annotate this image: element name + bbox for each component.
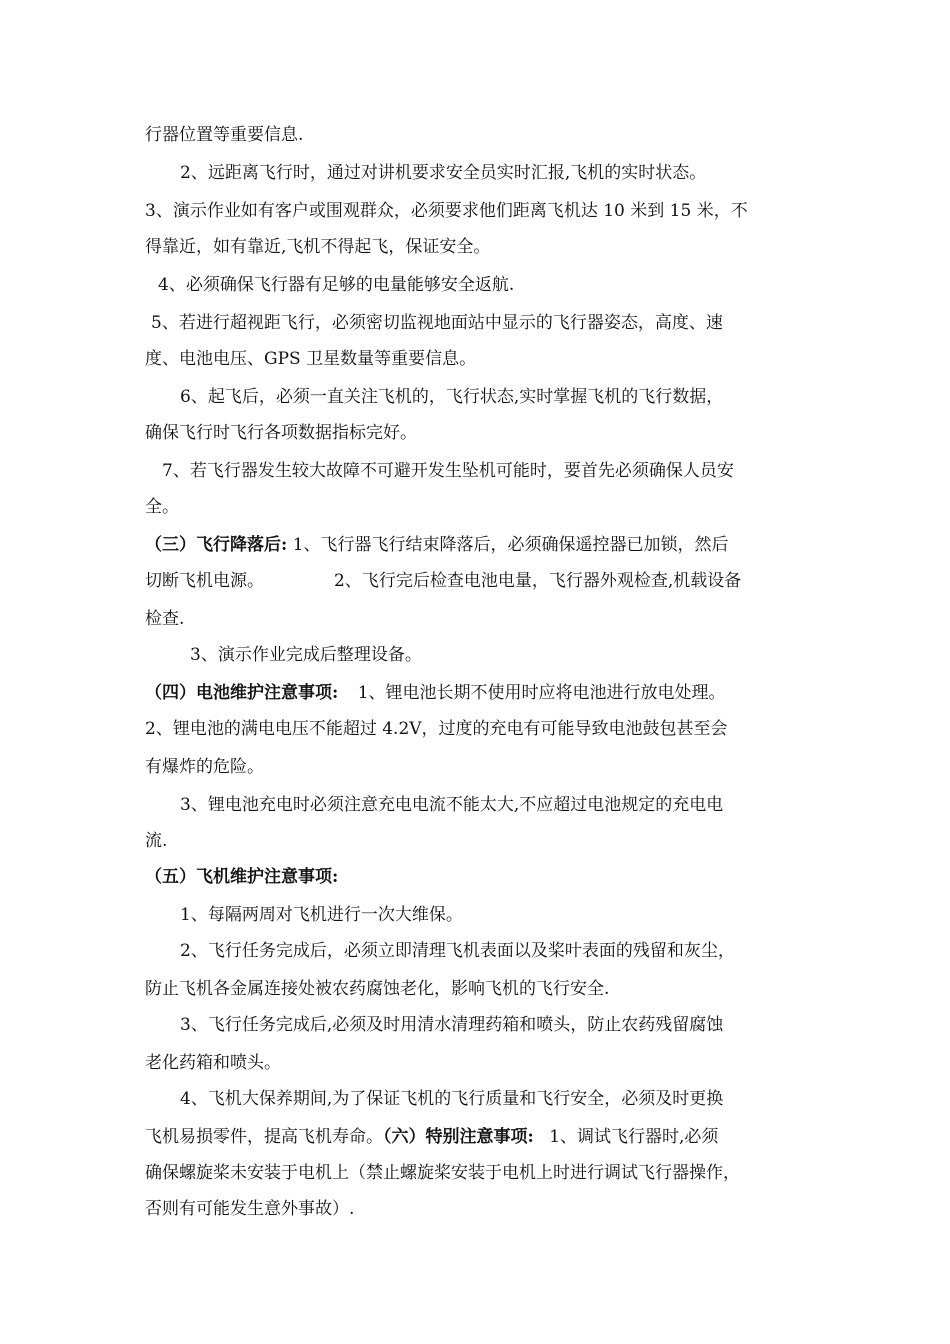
paragraph-line	[145, 1126, 718, 1148]
paragraph-line: 4、飞机大保养期间,为了保证飞机的飞行质量和飞行安全，必须及时更换	[180, 1089, 724, 1109]
paragraph-line: 2、远距离飞行时，通过对讲机要求安全员实时汇报,飞机的实时状态。	[180, 163, 707, 183]
paragraph-line: 确保飞行时飞行各项数据指标完好。	[145, 423, 417, 443]
section-heading-special: （六）特别注意事项:	[383, 1127, 534, 1147]
paragraph-line: 2、飞行任务完成后，必须立即清理飞机表面以及桨叶表面的残留和灰尘，	[180, 941, 735, 961]
paragraph-text: 1、飞行器飞行结束降落后，必须确保遥控器已加锁，然后	[292, 535, 729, 555]
section-heading-landing: （三）飞行降落后:	[145, 535, 288, 555]
paragraph-line: 4、必须确保飞行器有足够的电量能够安全返航.	[158, 275, 515, 295]
paragraph-line: 检查.	[145, 609, 185, 629]
paragraph-line: 3、锂电池充电时必须注意充电电流不能太大,不应超过电池规定的充电电	[180, 795, 724, 815]
paragraph-line: 确保螺旋桨未安装于电机上（禁止螺旋桨安装于电机上时进行调试飞行器操作，	[145, 1163, 740, 1183]
paragraph-line: 3、演示作业完成后整理设备。	[190, 645, 422, 665]
paragraph-line: 7、若飞行器发生较大故障不可避开发生坠机可能时，要首先必须确保人员安	[162, 461, 734, 481]
paragraph-line: 老化药箱和喷头。	[145, 1053, 281, 1073]
paragraph-line: 行器位置等重要信息.	[145, 125, 304, 145]
paragraph-line	[145, 682, 726, 704]
paragraph-line: 切断飞机电源。	[145, 571, 264, 591]
paragraph-text: 飞机易损零件，提高飞机寿命。	[145, 1127, 383, 1147]
paragraph-line: 全。	[145, 497, 179, 517]
paragraph-line: 得靠近，如有靠近,飞机不得起飞，保证安全。	[145, 237, 491, 257]
paragraph-line: 流.	[145, 831, 168, 851]
paragraph-line: 2、锂电池的满电电压不能超过 4.2V，过度的充电有可能导致电池鼓包甚至会	[145, 719, 728, 739]
paragraph-line	[145, 534, 729, 556]
paragraph-line: 3、演示作业如有客户或围观群众，必须要求他们距离飞机达 10 米到 15 米，不	[145, 201, 748, 221]
section-heading-aircraft: （五）飞机维护注意事项:	[145, 867, 339, 887]
paragraph-text: 1、调试飞行器时,必须	[549, 1127, 719, 1147]
paragraph-line: 6、起飞后，必须一直关注飞机的，飞行状态,实时掌握飞机的飞行数据，	[180, 387, 724, 407]
paragraph-line: 2、飞行完后检查电池电量，飞行器外观检查,机载设备	[334, 571, 742, 591]
paragraph-line: 有爆炸的危险。	[145, 757, 264, 777]
paragraph-line: 3、飞行任务完成后,必须及时用清水清理药箱和喷头，防止农药残留腐蚀	[180, 1015, 724, 1035]
paragraph-line: 度、电池电压、GPS 卫星数量等重要信息。	[145, 349, 477, 369]
paragraph-text: 1、锂电池长期不使用时应将电池进行放电处理。	[357, 683, 726, 703]
section-heading-battery: （四）电池维护注意事项:	[145, 683, 339, 703]
paragraph-line: 否则有可能发生意外事故）.	[145, 1199, 355, 1219]
paragraph-line: 防止飞机各金属连接处被农药腐蚀老化，影响飞机的飞行安全.	[145, 979, 610, 999]
paragraph-line: 5、若进行超视距飞行，必须密切监视地面站中显示的飞行器姿态，高度、速	[151, 313, 723, 333]
paragraph-line: 1、每隔两周对飞机进行一次大维保。	[180, 905, 463, 925]
